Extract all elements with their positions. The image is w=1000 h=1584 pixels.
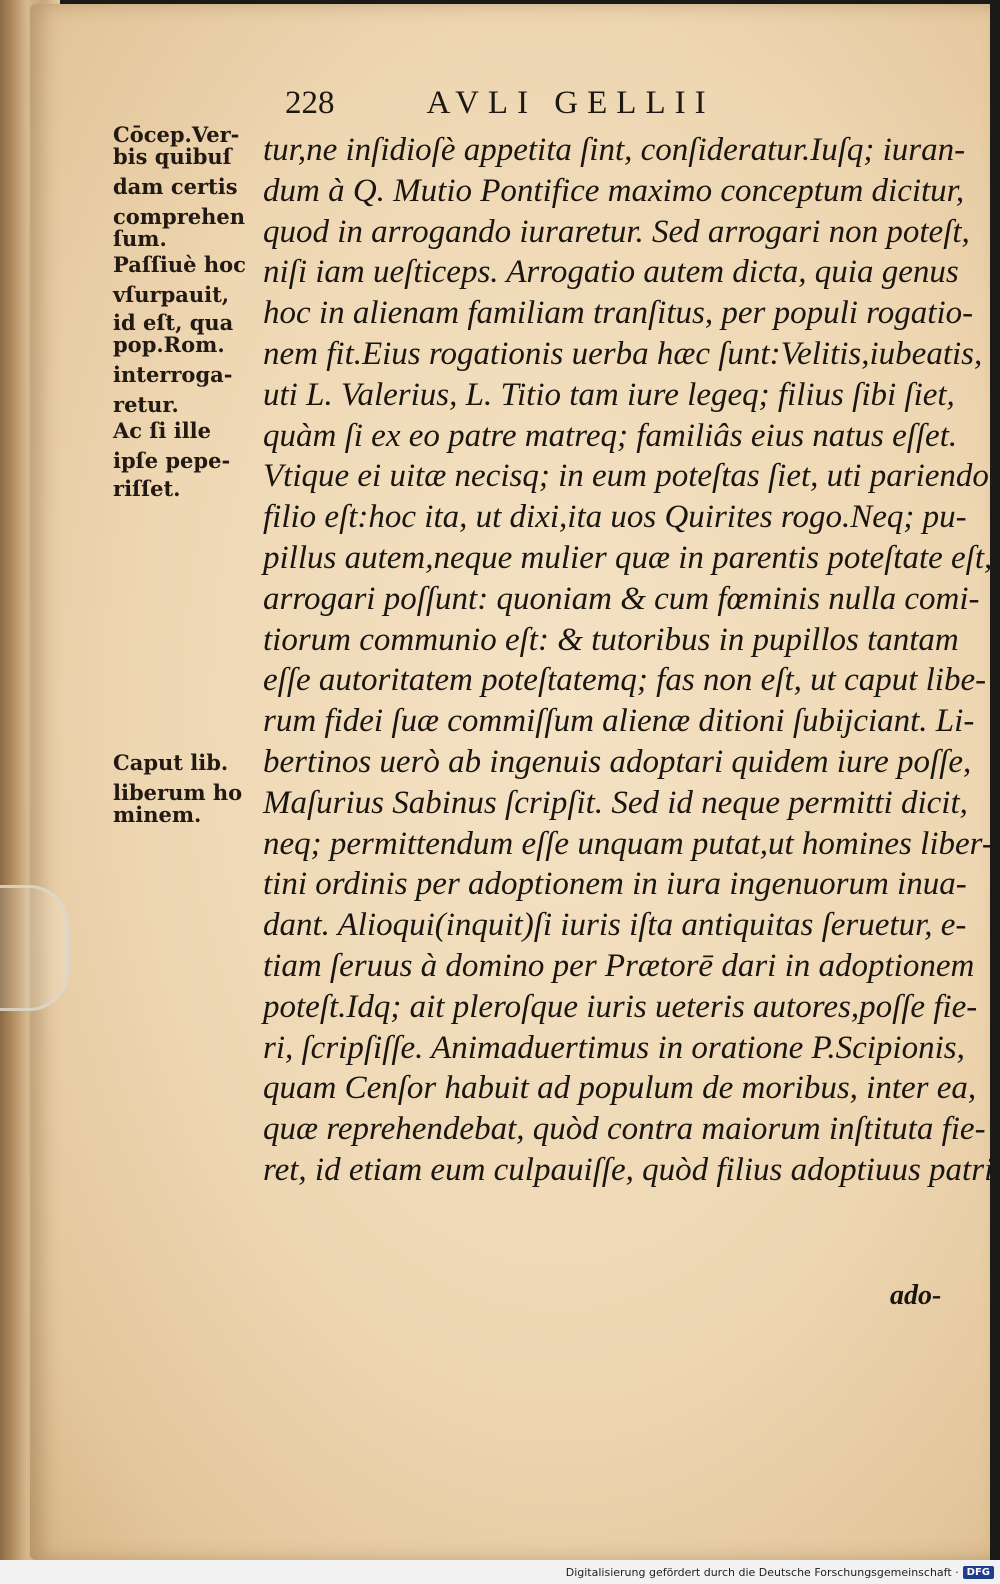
marginal-line: liberum ho (113, 780, 243, 805)
marginal-line: dam certis (113, 174, 238, 199)
text-line: tiam ſeruus à domino per Prætorē dari in adoptionem (263, 947, 975, 984)
text-line: eſſe autoritatem poteſtatemq; fas non eſt, ut caput libe- (263, 662, 987, 699)
text-line: bertinos uerò ab ingenuis adoptari quidem iure poſſe, (263, 743, 972, 780)
text-line: filio eſt:hoc ita, ut dixi,ita uos Quirites rogo.Neq; pu- (263, 499, 967, 536)
text-line: quæ reprehendebat, quòd contra maiorum inſtituta fie- (263, 1111, 986, 1148)
text-line: neq; permittendum eſſe unquam putat,ut homines liber- (263, 825, 993, 862)
text-line: pillus autem,neque mulier quæ in parentis poteſtate eſt, (263, 539, 993, 576)
text-line: poteſt.Idq; ait pleroſque iuris ueteris autores,poſſe fie- (263, 988, 978, 1025)
catchword: ado- (890, 1280, 942, 1311)
text-line: quod in arrogando iuraretur. Sed arrogari non poteſt, (263, 213, 970, 250)
text-line: arrogari poſſunt: quoniam & cum fœminis nulla comi- (263, 580, 980, 617)
text-line: dant. Alioqui(inquit)ſi iuris iſta antiquitas ſeruetur, e- (263, 907, 967, 944)
marginal-line: riſſet. (113, 476, 181, 501)
text-line: nem fit.Eius rogationis uerba hæc ſunt:Velitis,iubeatis, (263, 335, 983, 372)
text-line: quam Cenſor habuit ad populum de moribus, inter ea, (263, 1070, 977, 1107)
marginal-line: Caput lib. (113, 750, 229, 775)
marginal-line: vſurpauit, (113, 282, 230, 307)
dfg-logo: DFG (963, 1566, 994, 1579)
page-clip (0, 885, 69, 1011)
text-line: tur,ne inſidioſè appetita ſint, conſideratur.Iuſq; iuran- (263, 132, 966, 168)
page-header (285, 78, 805, 128)
page-number: 228 (285, 84, 335, 121)
running-title: AVLI GELLII (426, 84, 715, 121)
marginal-line: id eſt, qua (113, 310, 234, 335)
marginal-line: Paſſiuè hoc (113, 252, 246, 277)
marginal-line: comprehen (113, 204, 246, 229)
text-line: quàm ſi ex eo patre matreq; familiâs eius natus eſſet. (263, 417, 958, 454)
text-line: ri, ſcripſiſſe. Animaduertimus in oratione P.Scipionis, (263, 1029, 965, 1066)
marginal-note-2 (113, 752, 273, 826)
text-line: dum à Q. Mutio Pontifice maximo conceptum dicitur, (263, 172, 965, 209)
digitization-footer (0, 1560, 1000, 1584)
text-line: Maſurius Sabinus ſcripſit. Sed id neque permitti dicit, (263, 784, 968, 821)
text-line: tini ordinis per adoptionem in iura ingenuorum inua- (263, 866, 967, 903)
marginal-line: Ac ſi ille (113, 418, 212, 443)
marginal-line: bis quibuſ (113, 144, 232, 169)
text-line: rum fidei ſuæ commiſſum alienæ ditioni ſubijciant. Li- (263, 703, 975, 740)
marginal-line: ipſe pepe- (113, 448, 231, 473)
marginal-line: Cōcep.Ver- (113, 122, 240, 147)
text-line: tiorum communio eſt: & tutoribus in pupillos tantam (263, 621, 959, 658)
footer-credit: Digitalisierung gefördert durch die Deutsche Forschungsgemeinschaft · (565, 1565, 959, 1579)
main-text (263, 130, 994, 1191)
marginal-line: ſum. (113, 226, 167, 251)
marginal-line: pop.Rom. (113, 332, 225, 357)
text-line: hoc in alienam familiam tranſitus, per populi rogatio- (263, 295, 974, 332)
text-line: niſi iam ueſticeps. Arrogatio autem dicta, quia genus (263, 254, 959, 291)
text-line: uti L. Valerius, L. Titio tam iure legeq; filius ſibi ſiet, (263, 376, 955, 413)
text-line: Vtique ei uitæ necisq; in eum poteſtas ſiet, uti pariendo (263, 458, 989, 495)
marginal-note-1 (113, 124, 273, 500)
marginal-line: retur. (113, 392, 179, 417)
marginal-line: interroga- (113, 362, 233, 387)
text-line: ret, id etiam eum culpauiſſe, quòd filius adoptiuus patri (263, 1151, 994, 1188)
marginal-line: minem. (113, 802, 202, 827)
